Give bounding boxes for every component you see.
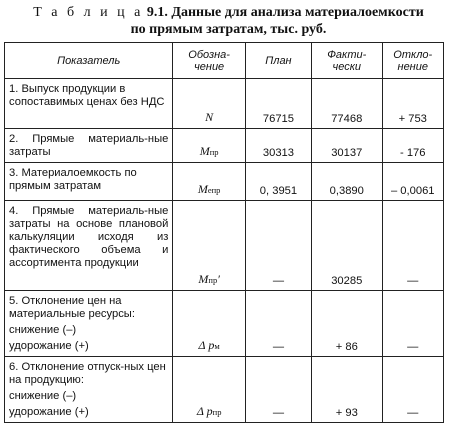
symbol-main: Δ p bbox=[198, 338, 215, 352]
row-actual-value: 30137 bbox=[312, 129, 383, 163]
row-symbol: N bbox=[173, 79, 246, 129]
row-symbol bbox=[173, 163, 246, 201]
row-deviation-value: – 0,0061 bbox=[382, 163, 444, 201]
symbol-subscript: епр bbox=[207, 185, 221, 195]
header-actual bbox=[312, 43, 383, 79]
table-row bbox=[5, 201, 444, 291]
symbol-subscript: пр bbox=[208, 275, 218, 285]
row-sublabel-decrease: снижение (–) bbox=[9, 390, 77, 402]
header-deviation-line-1: Откло- bbox=[393, 48, 433, 61]
row-sublabel-increase: удорожание (+) bbox=[9, 406, 89, 418]
row-actual-value: 30285 bbox=[312, 201, 383, 291]
header-deviation-line-2: нение bbox=[397, 60, 428, 73]
row-label: 2. Прямые материаль-ные затраты bbox=[5, 129, 173, 163]
table-caption-prefix: Т а б л и ц а bbox=[33, 5, 144, 20]
header-indicator: Показатель bbox=[5, 43, 173, 79]
row-actual-value: 77468 bbox=[312, 79, 383, 129]
row-symbol bbox=[173, 201, 246, 291]
header-designation-line-2: чение bbox=[194, 60, 225, 73]
row-symbol bbox=[173, 357, 246, 423]
table-title-line-2: по прямым затратам, тыс. руб. bbox=[130, 22, 327, 37]
row-actual-value: + 93 bbox=[312, 357, 383, 423]
row-label: 6. Отклонение отпуск-ных цен на продукцию: bbox=[9, 361, 166, 386]
table-row bbox=[5, 79, 444, 129]
symbol-main: Δ p bbox=[196, 404, 213, 418]
table-title-line-1 bbox=[0, 4, 457, 21]
header-designation-line-1: Обозна- bbox=[188, 48, 230, 61]
header-actual-line-2: чески bbox=[332, 60, 361, 73]
row-plan-value: 0, 3951 bbox=[245, 163, 311, 201]
symbol-main: M bbox=[198, 272, 209, 286]
symbol-subscript: м bbox=[214, 341, 220, 351]
table-row bbox=[5, 357, 444, 423]
header-actual-line-1: Факти- bbox=[327, 48, 367, 61]
symbol-main: M bbox=[197, 182, 208, 196]
table-row bbox=[5, 163, 444, 201]
row-actual-value: 0,3890 bbox=[312, 163, 383, 201]
row-label-cell bbox=[5, 291, 173, 357]
row-plan-value: — bbox=[245, 291, 311, 357]
row-label: 3. Материалоемкость по прямым затратам bbox=[5, 163, 173, 201]
row-deviation-value: + 753 bbox=[382, 79, 444, 129]
symbol-prime: ′ bbox=[217, 272, 220, 286]
table-caption-text: 9.1. Данные для анализа материалоемкости bbox=[143, 5, 424, 20]
row-deviation-value: - 176 bbox=[382, 129, 444, 163]
symbol-subscript: пр bbox=[209, 147, 219, 157]
row-actual-value: + 86 bbox=[312, 291, 383, 357]
row-plan-value: — bbox=[245, 357, 311, 423]
symbol-subscript: пр bbox=[212, 407, 222, 417]
row-label: 4. Прямые материаль-ные затраты на основе плановой калькуляции исходя из фактического объема и ассортимента продукции bbox=[5, 201, 173, 291]
table-title bbox=[0, 4, 457, 38]
table-row bbox=[5, 291, 444, 357]
row-label: 1. Выпуск продукции в сопоставимых ценах без НДС bbox=[5, 79, 173, 129]
header-plan: План bbox=[245, 43, 311, 79]
header-deviation bbox=[382, 43, 444, 79]
row-plan-value: — bbox=[245, 201, 311, 291]
row-plan-value: 76715 bbox=[245, 79, 311, 129]
header-designation bbox=[173, 43, 246, 79]
table-row bbox=[5, 129, 444, 163]
row-sublabel-increase: удорожание (+) bbox=[9, 340, 89, 352]
header-row bbox=[5, 43, 444, 79]
row-deviation-value: — bbox=[382, 201, 444, 291]
row-label-cell bbox=[5, 357, 173, 423]
symbol-main: M bbox=[199, 144, 210, 158]
row-plan-value: 30313 bbox=[245, 129, 311, 163]
row-symbol bbox=[173, 291, 246, 357]
row-symbol bbox=[173, 129, 246, 163]
row-deviation-value: — bbox=[382, 291, 444, 357]
material-intensity-table bbox=[4, 42, 444, 423]
row-deviation-value: — bbox=[382, 357, 444, 423]
row-sublabel-decrease: снижение (–) bbox=[9, 324, 77, 336]
row-label: 5. Отклонение цен на материальные ресурсы: bbox=[9, 295, 135, 320]
